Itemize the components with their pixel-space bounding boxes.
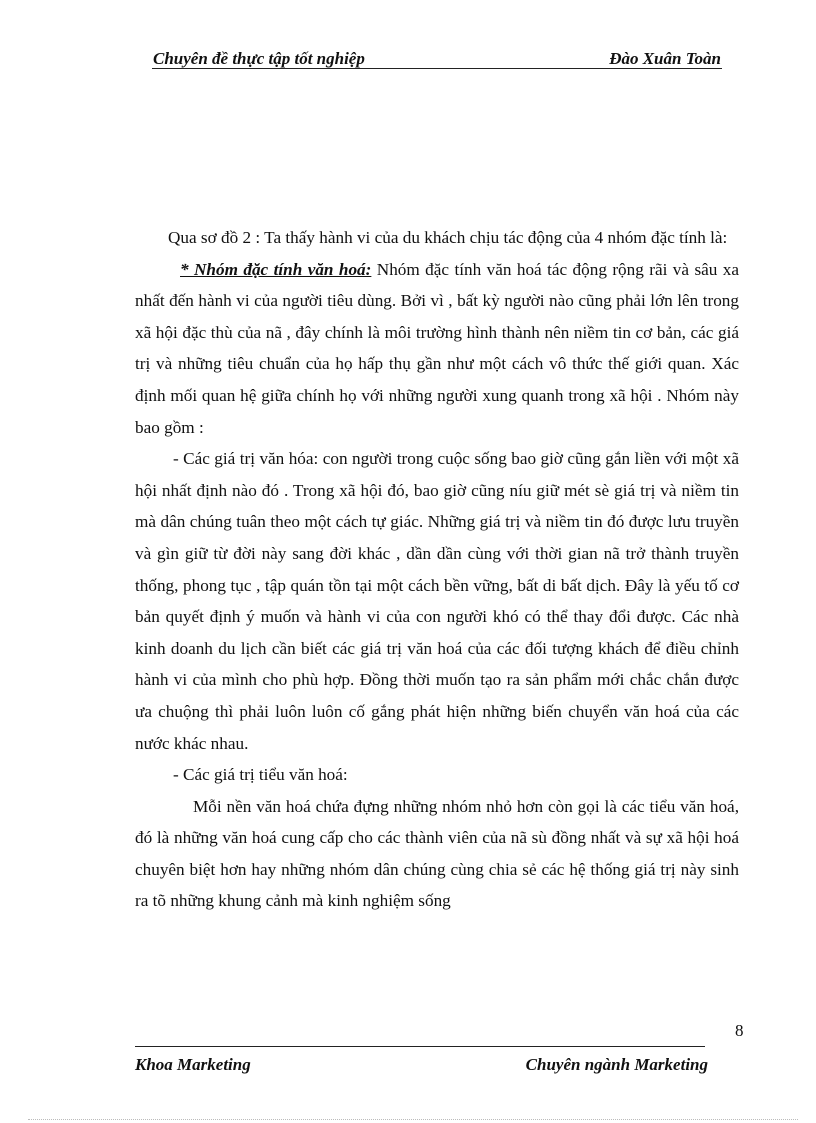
- footer-faculty: Khoa Marketing: [135, 1055, 251, 1074]
- page-number: 8: [735, 1021, 744, 1040]
- paragraph-cultural-group: [135, 254, 739, 444]
- page-body: [135, 222, 739, 917]
- header-title: Chuyên đề thực tập tốt nghiệp: [153, 49, 365, 68]
- paragraph-subculture: Mỗi nền văn hoá chứa đựng những nhóm nhỏ hơn còn gọi là các tiểu văn hoá, đó là những văn hoá cung cấp cho các thành viên của nã sù đồng nhất và sự xã hội hoá chuyên biệt hơn hay những nhóm dân chúng cùng chia sẻ các hệ thống giá trị này sinh ra tõ những khung cảnh mà kinh nghiệm sống: [135, 796, 739, 911]
- paragraph-intro: Qua sơ đồ 2 : Ta thấy hành vi của du khách chịu tác động của 4 nhóm đặc tính là:: [168, 228, 728, 247]
- header-rule: [152, 68, 722, 69]
- paragraph-cultural-values: - Các giá trị văn hóa: con người trong cuộc sống bao giờ cũng gắn liền với một xã hội nhất định nào đó . Trong xã hội đó, bao giờ cũng níu giữ mét sè giá trị và niềm tin mà dân chúng tuân theo một cách tự giác. Những giá trị và niềm tin đó được lưu truyền và gìn giữ từ đời này sang đời khác , dần dần cùng với thời gian nã trở thành truyền thống, phong tục , tập quán tồn tại một cách bền vững, bất di bất dịch. Đây là yếu tố cơ bản quyết định ý muốn và hành vi của con người khó có thể thay đổi được. Các nhà kinh doanh du lịch cần biết các giá trị văn hoá của các đối tượng khách để điều chỉnh hành vi của mình cho phù hợp. Đồng thời muốn tạo ra sản phẩm mới chắc chắn được ưa chuộng thì phải luôn luôn cố gắng phát hiện những biến chuyển văn hoá của các nước khác nhau.: [135, 449, 739, 753]
- header-author: Đào Xuân Toàn: [609, 49, 721, 68]
- cultural-group-label: * Nhóm đặc tính văn hoá:: [180, 259, 372, 279]
- footer-major: Chuyên ngành Marketing: [525, 1055, 708, 1074]
- footer-rule: [135, 1046, 705, 1047]
- cultural-group-text: Nhóm đặc tính văn hoá tác động rộng rãi và sâu xa nhất đến hành vi của người tiêu dùng. Bởi vì , bất kỳ người nào cũng phải lớn lên trong xã hội đặc thù của nã , đây chính là môi trường hình thành nên niềm tin cơ bản, các giá trị và những tiêu chuẩn của họ hấp thụ gần như một cách vô thức thế giới quan. Xác định mối quan hệ giữa chính họ với những người xung quanh trong xã hội . Nhóm này bao gồm :: [135, 259, 740, 437]
- page-edge-dots: [28, 1119, 798, 1120]
- paragraph-subculture-heading: - Các giá trị tiểu văn hoá:: [173, 765, 348, 785]
